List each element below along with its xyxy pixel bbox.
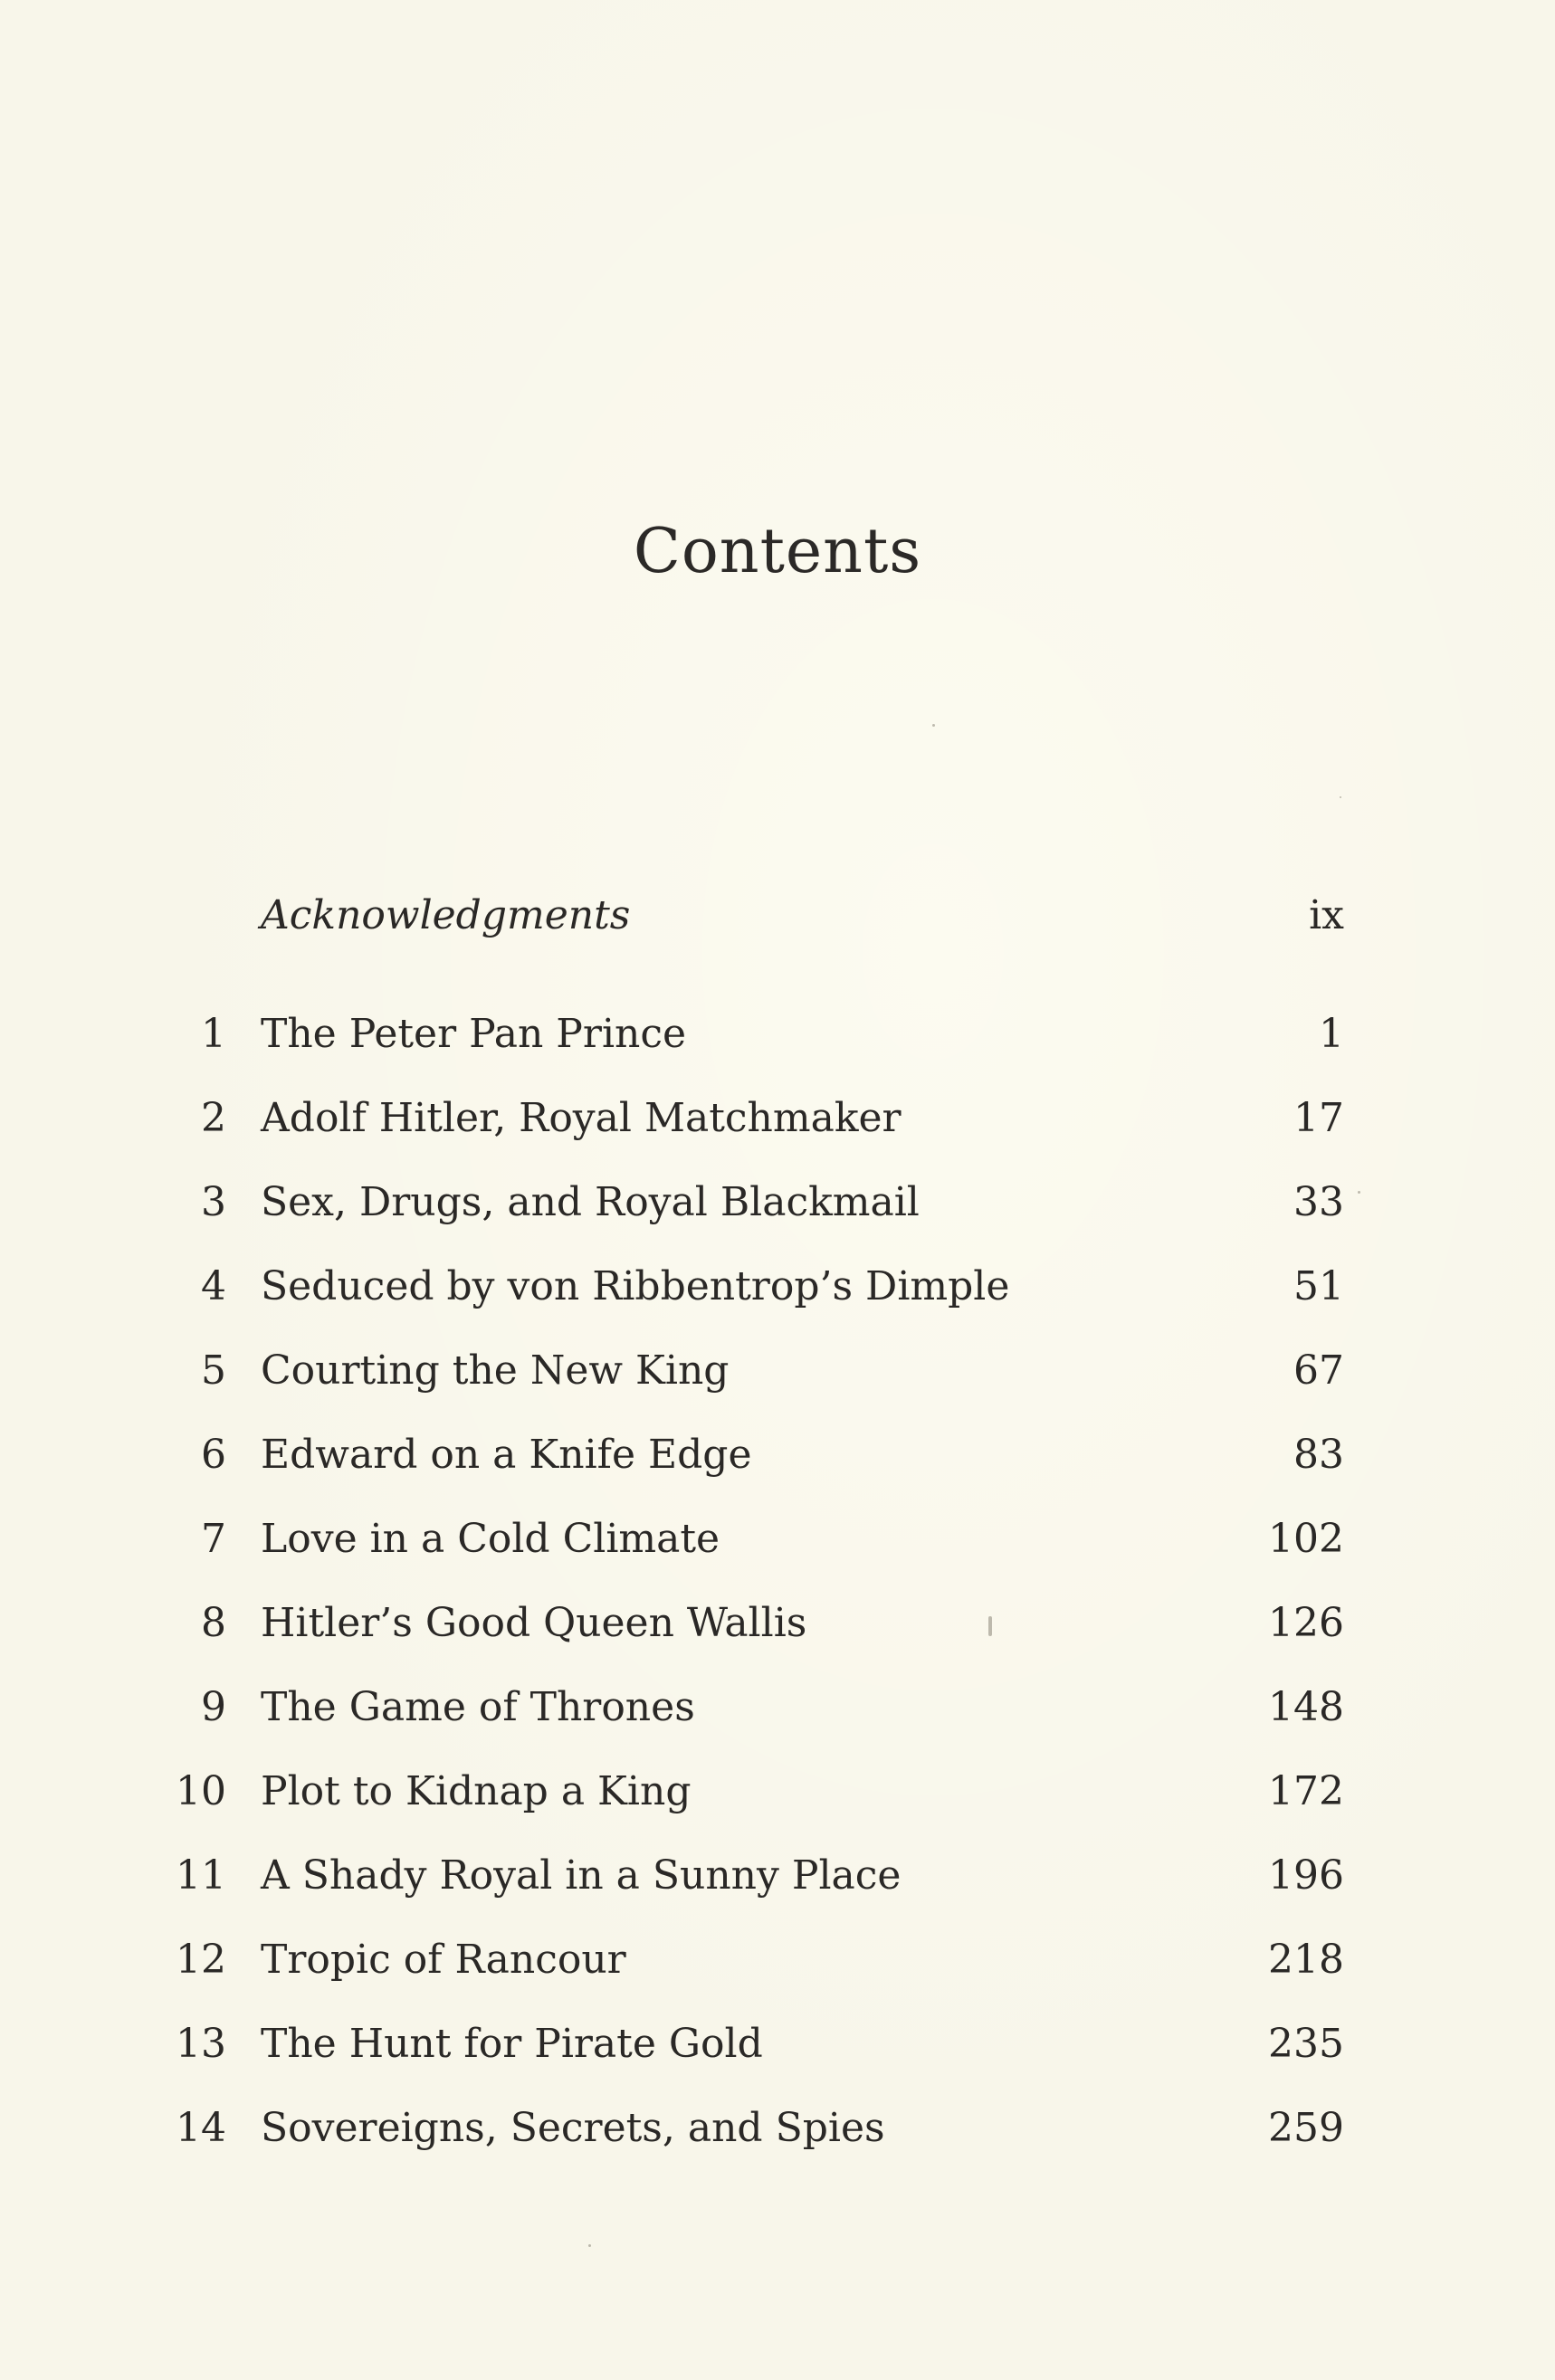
toc-chapter-page: 148 [1268,1684,1344,1730]
toc-chapter-title: Edward on a Knife Edge [261,1432,752,1478]
toc-chapter-page: 126 [1268,1600,1344,1646]
toc-chapter-title: Tropic of Rancour [261,1937,626,1983]
toc-chapter-number: 4 [201,1263,226,1309]
toc-chapter-number: 14 [176,2105,226,2151]
toc-chapter-title: Love in a Cold Climate [261,1516,720,1562]
toc-chapter-page: 67 [1293,1347,1344,1394]
toc-entry-acknowledgments[interactable] [0,889,1555,943]
paper-speck [1358,1191,1360,1194]
toc-chapter-title: A Shady Royal in a Sunny Place [261,1852,902,1899]
toc-entry-page: ix [1309,892,1344,938]
paper-speck [988,1616,992,1636]
toc-chapter-number: 7 [201,1516,226,1562]
toc-entry-chapter-10[interactable] [0,1765,1555,1819]
toc-chapter-page: 218 [1268,1937,1344,1983]
toc-chapter-title: Seduced by von Ribbentrop’s Dimple [261,1263,1010,1309]
toc-entry-chapter-5[interactable] [0,1344,1555,1398]
toc-entry-chapter-13[interactable] [0,2017,1555,2071]
toc-chapter-number: 5 [201,1347,226,1394]
toc-chapter-title: Hitler’s Good Queen Wallis [261,1600,807,1646]
toc-chapter-page: 102 [1268,1516,1344,1562]
toc-chapter-page: 17 [1293,1095,1344,1141]
toc-chapter-page: 235 [1268,2021,1344,2067]
toc-chapter-title: The Game of Thrones [261,1684,695,1730]
toc-chapter-page: 1 [1319,1011,1344,1057]
toc-chapter-page: 259 [1268,2105,1344,2151]
toc-chapter-number: 6 [201,1432,226,1478]
toc-chapter-number: 3 [201,1179,226,1225]
page-title: Contents [633,515,922,587]
toc-chapter-number: 12 [176,1937,226,1983]
toc-chapter-number: 1 [201,1011,226,1057]
toc-chapter-page: 83 [1293,1432,1344,1478]
toc-entry-chapter-7[interactable] [0,1512,1555,1566]
toc-chapter-title: Adolf Hitler, Royal Matchmaker [261,1095,902,1141]
toc-chapter-number: 2 [201,1095,226,1141]
toc-entry-chapter-2[interactable] [0,1091,1555,1146]
toc-chapter-page: 33 [1293,1179,1344,1225]
toc-chapter-number: 11 [176,1852,226,1899]
toc-entry-chapter-1[interactable] [0,1007,1555,1061]
paper-speck [932,724,935,727]
toc-chapter-title: The Peter Pan Prince [261,1011,687,1057]
toc-entry-title: Acknowledgments [261,892,631,938]
toc-entry-chapter-14[interactable] [0,2101,1555,2156]
toc-entry-chapter-9[interactable] [0,1680,1555,1735]
toc-entry-chapter-4[interactable] [0,1260,1555,1314]
toc-chapter-number: 10 [176,1768,226,1814]
toc-chapter-page: 196 [1268,1852,1344,1899]
toc-chapter-title: Sovereigns, Secrets, and Spies [261,2105,885,2151]
paper-speck [1340,796,1341,798]
toc-chapter-title: Sex, Drugs, and Royal Blackmail [261,1179,920,1225]
toc-chapter-number: 8 [201,1600,226,1646]
toc-entry-chapter-11[interactable] [0,1849,1555,1903]
toc-chapter-page: 51 [1293,1263,1344,1309]
toc-chapter-number: 9 [201,1684,226,1730]
paper-speck [588,2244,591,2247]
toc-entry-chapter-3[interactable] [0,1176,1555,1230]
toc-chapter-title: The Hunt for Pirate Gold [261,2021,763,2067]
toc-entry-chapter-8[interactable] [0,1596,1555,1651]
toc-chapter-title: Plot to Kidnap a King [261,1768,692,1814]
toc-entry-chapter-12[interactable] [0,1933,1555,1987]
toc-entry-chapter-6[interactable] [0,1428,1555,1482]
toc-chapter-number: 13 [176,2021,226,2067]
toc-chapter-title: Courting the New King [261,1347,730,1394]
toc-chapter-page: 172 [1268,1768,1344,1814]
